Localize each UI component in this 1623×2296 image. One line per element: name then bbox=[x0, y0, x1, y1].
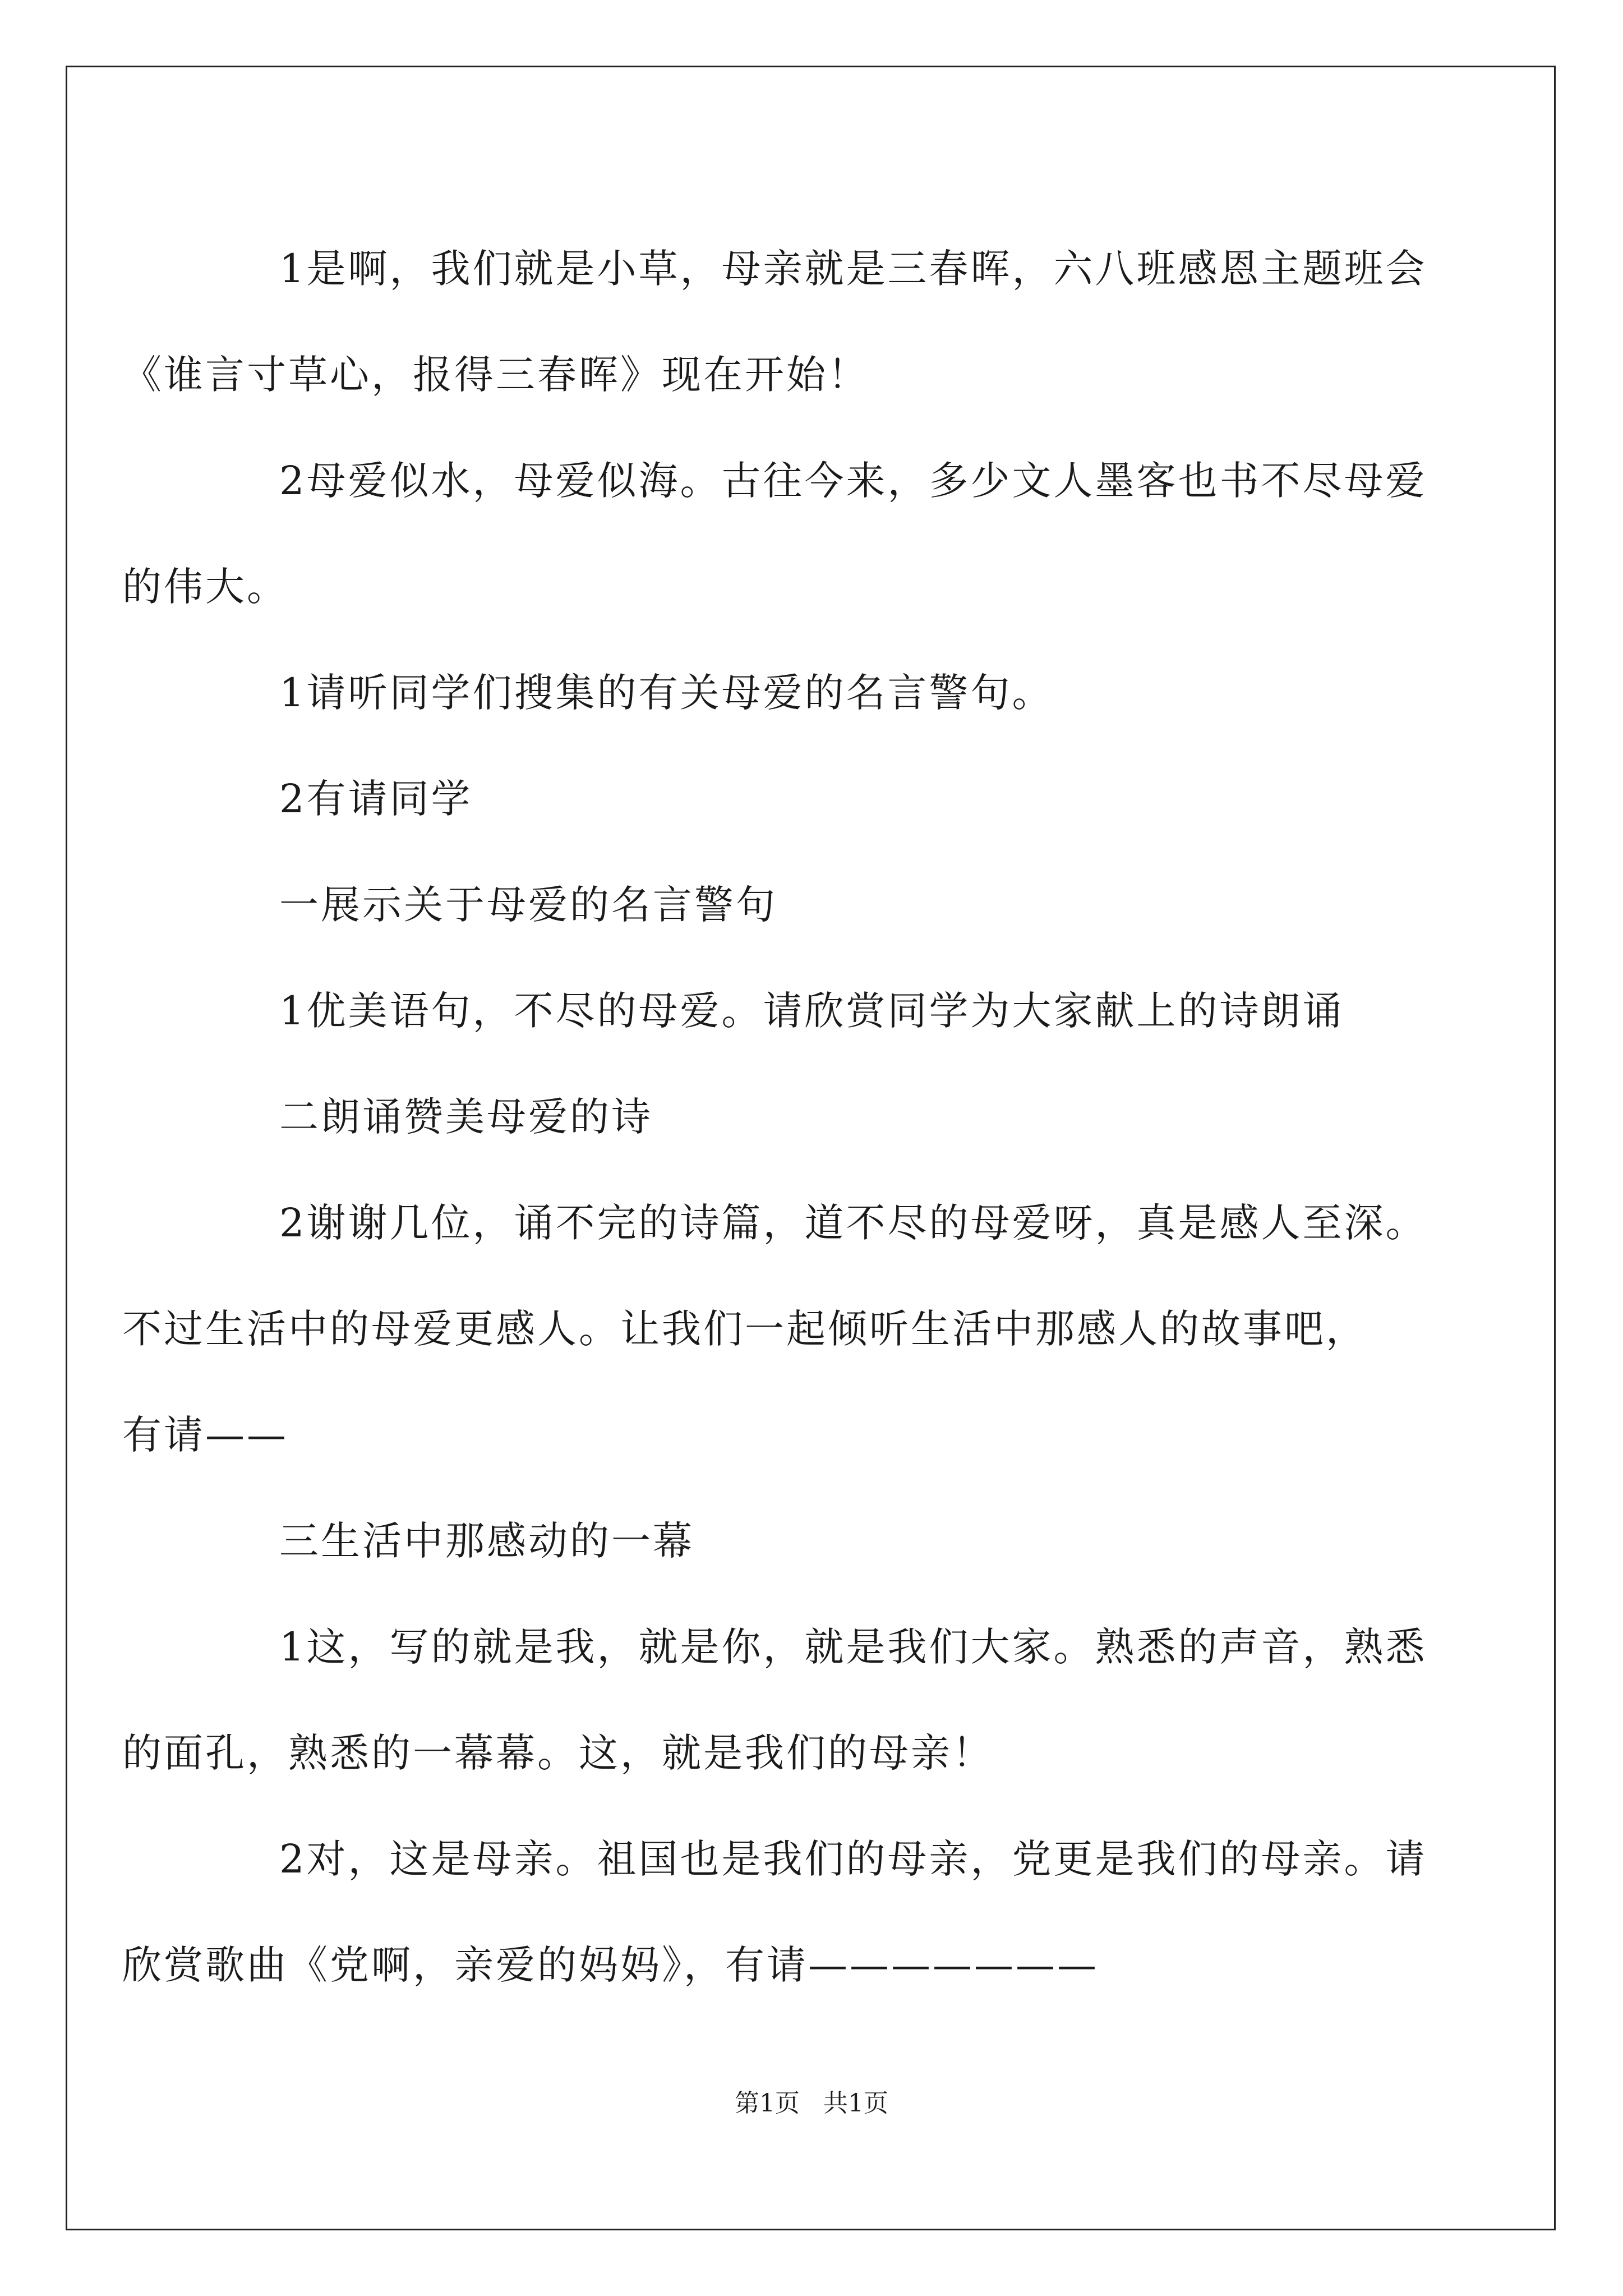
paragraph-2 bbox=[122, 428, 1432, 640]
paragraph-line: 欣赏歌曲《党啊，亲爱的妈妈》，有请——————— bbox=[122, 1942, 1099, 1988]
paragraph-11 bbox=[122, 1806, 1432, 2018]
paragraph-6 bbox=[201, 958, 1432, 1064]
paragraph-8 bbox=[122, 1170, 1432, 1488]
paragraph-line: 1这，写的就是我，就是你，就是我们大家。熟悉的声音，熟悉 bbox=[279, 1624, 1427, 1670]
paragraph-10 bbox=[122, 1594, 1432, 1806]
page-number-footer: 第1页 共1页 bbox=[735, 2089, 888, 2118]
paragraph-line: 一展示关于母爱的名言警句 bbox=[279, 882, 777, 928]
paragraph-line: 2对，这是母亲。祖国也是我们的母亲，党更是我们的母亲。请 bbox=[279, 1836, 1427, 1882]
paragraph-4 bbox=[201, 746, 1432, 852]
paragraph-9-heading bbox=[201, 1488, 1432, 1594]
paragraph-line: 1优美语句，不尽的母爱。请欣赏同学为大家献上的诗朗诵 bbox=[279, 988, 1344, 1034]
paragraph-7-heading bbox=[201, 1064, 1432, 1170]
paragraph-line: 《谁言寸草心，报得三春晖》现在开始！ bbox=[122, 352, 869, 398]
paragraph-line: 2有请同学 bbox=[279, 776, 473, 822]
paragraph-1 bbox=[122, 216, 1432, 428]
paragraph-line: 有请—— bbox=[122, 1412, 288, 1458]
paragraph-line: 1是啊，我们就是小草，母亲就是三春晖，六八班感恩主题班会 bbox=[279, 246, 1427, 292]
paragraph-line: 三生活中那感动的一幕 bbox=[279, 1518, 694, 1564]
paragraph-line: 二朗诵赞美母爱的诗 bbox=[279, 1094, 653, 1140]
paragraph-line: 1请听同学们搜集的有关母爱的名言警句。 bbox=[279, 670, 1054, 716]
paragraph-line: 不过生活中的母爱更感人。让我们一起倾听生活中那感人的故事吧， bbox=[122, 1306, 1367, 1352]
document-body bbox=[122, 216, 1432, 2018]
paragraph-line: 2母爱似水，母爱似海。古往今来，多少文人墨客也书不尽母爱 bbox=[279, 458, 1427, 504]
paragraph-line: 的伟大。 bbox=[122, 564, 288, 610]
paragraph-line: 的面孔，熟悉的一幕幕。这，就是我们的母亲！ bbox=[122, 1730, 994, 1776]
paragraph-5-heading bbox=[201, 852, 1432, 958]
paragraph-3 bbox=[201, 640, 1432, 746]
paragraph-line: 2谢谢几位，诵不完的诗篇，道不尽的母爱呀，真是感人至深。 bbox=[279, 1200, 1427, 1246]
